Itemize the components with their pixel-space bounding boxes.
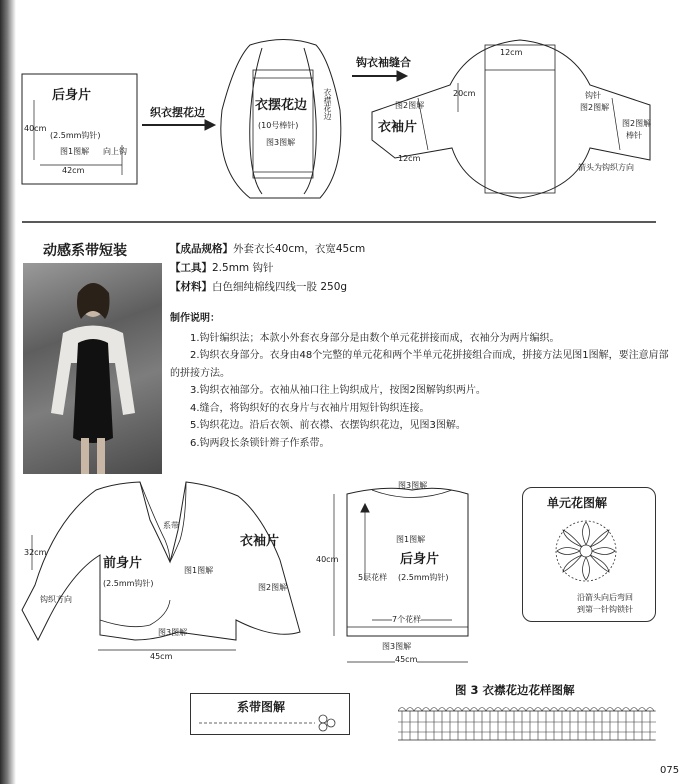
steps-title: 制作说明： — [170, 313, 220, 324]
tool-value: 2.5mm 钩针 — [212, 262, 274, 274]
top-back-chart-ref: 图1图解 — [60, 147, 90, 156]
top-back-width: 42cm — [62, 166, 85, 175]
spec-block — [170, 240, 365, 297]
model-silhouette — [23, 263, 162, 474]
back-hem-chart: 图3图解 — [382, 642, 412, 651]
model-photo — [23, 263, 162, 474]
instructions — [170, 310, 670, 452]
back-rows: 5层花样 — [358, 573, 388, 582]
step2-label: 钩衣袖缝合 — [356, 56, 411, 69]
spec-label: 【成品规格】 — [170, 243, 233, 255]
flower-motif-icon — [551, 516, 621, 586]
sleeve-title: 衣袖片 — [240, 534, 280, 549]
hem-needle: (10号棒针) — [258, 121, 299, 130]
motif-note-b: 到第一针钩锁针 — [577, 605, 633, 614]
edge-chart-title: 图 3 衣襟花边花样图解 — [455, 683, 575, 697]
tie-chain-icon — [197, 714, 343, 732]
edge-stitch-pattern — [398, 704, 656, 744]
hem-chart-ref: 图3图解 — [266, 138, 296, 147]
sleeve-right-hook: 钩针 — [585, 91, 601, 100]
step-1: 1.钩针编织法；本款小外套衣身部分是由数个单元花拼接而成，衣袖分为两片编织。 — [190, 332, 560, 344]
step-4: 4.缝合，将钩织好的衣身片与衣袖片用短针钩织连接。 — [190, 402, 430, 414]
top-back-title: 后身片 — [52, 88, 92, 103]
sleeve-chart-left: 图2图解 — [395, 101, 425, 110]
sleeve-right-needle: 棒针 — [626, 131, 642, 140]
step1-label: 织衣摆花边 — [150, 106, 205, 119]
material-label: 【材料】 — [170, 281, 212, 293]
front-title: 前身片 — [103, 556, 143, 571]
edge-stitch-marks — [398, 708, 654, 741]
front-height: 32cm — [24, 548, 47, 557]
front-width: 45cm — [150, 652, 173, 661]
motif-chart-box — [522, 487, 656, 622]
back-width: 45cm — [395, 655, 418, 664]
knit-direction: 钩织方向 — [40, 595, 72, 604]
top-back-hook: (2.5mm钩针) — [50, 131, 101, 140]
front-hook: (2.5mm钩针) — [103, 579, 154, 588]
motif-note-a: 沿箭头向后弯回 — [577, 593, 633, 602]
sleeve-length: 20cm — [453, 89, 476, 98]
step-2: 2.钩织衣身部分。衣身由48个完整的单元花和两个半单元花拼接组合而成，拼接方法见图1图解，要注意肩部的拼接方法。 — [170, 350, 669, 379]
hem-title: 衣摆花边 — [255, 98, 308, 113]
sleeve-chart: 图2图解 — [258, 583, 288, 592]
tie-chart-title: 系带图解 — [237, 700, 286, 714]
sleeve-right-chart-2: 图2图解 — [622, 119, 652, 128]
front-panel-outline — [22, 482, 300, 640]
back-height: 40cm — [316, 555, 339, 564]
front-hem-chart: 图3图解 — [158, 628, 188, 637]
back-title: 后身片 — [400, 552, 440, 567]
motif-title: 单元花图解 — [547, 496, 608, 510]
pattern-title: 动感系带短装 — [43, 243, 127, 259]
sleeve-panel-title: 衣袖片 — [378, 120, 418, 135]
back-flowers: 7个花样 — [392, 615, 422, 624]
top-back-height: 40cm — [24, 124, 47, 133]
front-chart: 图1图解 — [184, 566, 214, 575]
top-back-up-hook: 向上钩 — [103, 147, 127, 156]
sleeve-width-top: 12cm — [500, 48, 523, 57]
spec-value: 外套衣长40cm，衣宽45cm — [233, 243, 366, 255]
step-5: 5.钩织花边。沿后衣领、前衣襟、衣摆钩织花边，见图3图解。 — [190, 420, 466, 431]
tool-label: 【工具】 — [170, 262, 212, 274]
step-6: 6.钩两段长条锁针辫子作系带。 — [190, 437, 330, 449]
tie-chart-box — [190, 693, 350, 735]
material-value: 白色细纯棉线四线一股 250g — [212, 281, 348, 293]
page-number: 075 — [660, 765, 680, 776]
sleeve-cuff: 12cm — [398, 154, 421, 163]
front-edge-label: 衣襟花边 — [323, 88, 332, 120]
sleeve-right-chart: 图2图解 — [580, 103, 610, 112]
back-top-chart: 图3图解 — [398, 481, 428, 490]
arrow-note: 箭头为钩织方向 — [578, 163, 634, 172]
step-3: 3.钩织衣袖部分。衣袖从袖口往上钩织成片，按图2图解钩织两片。 — [190, 385, 486, 396]
back-chart: 图1图解 — [396, 535, 426, 544]
back-hook: (2.5mm钩针) — [398, 573, 449, 582]
tie-label: 系带 — [163, 521, 179, 530]
